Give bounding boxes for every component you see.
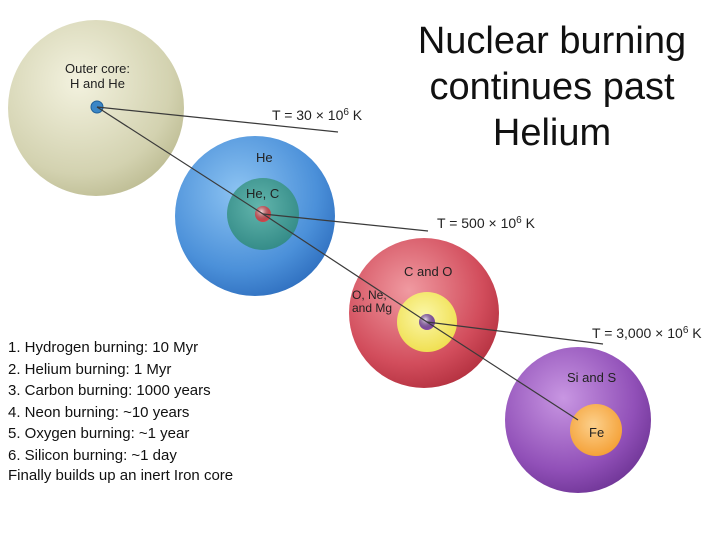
slide-title: Nuclear burning continues past Helium	[417, 20, 687, 154]
burning-stage-carbon: 3. Carbon burning: 1000 years	[8, 382, 211, 399]
star-3-inner-label-line2: and Mg	[352, 301, 393, 315]
temperature-label-1: $T = 30 \times 10^6$ K	[272, 106, 363, 123]
star-2-inner-label: He, C	[246, 186, 280, 201]
star-3-inner-label	[352, 288, 392, 315]
burning-stage-helium: 2. Helium burning: 1 Myr	[8, 360, 172, 378]
temperature-label-2: $T = 500 \times 10^6$ K	[437, 214, 535, 231]
star-4-outer-label: Si and S	[567, 370, 617, 385]
burning-stage-silicon: 6. Silicon burning: ~1 day	[8, 446, 177, 464]
star-1-outer-label: Outer core:	[65, 61, 131, 76]
burning-stages-list	[8, 337, 278, 466]
star-3-outer-label: C and O	[404, 264, 453, 279]
iron-core-note: Finally builds up an inert Iron core	[8, 467, 234, 484]
star-3	[349, 238, 499, 388]
star-2-outer-label: He	[256, 150, 273, 165]
star-3-inner-label-line1: O, Ne,	[352, 288, 387, 302]
burning-stage-hydrogen: 1. Hydrogen burning: 10 Myr	[8, 339, 199, 356]
star-1-outer-label-line2: H and He	[70, 76, 125, 91]
burning-stage-oxygen: 5. Oxygen burning: ~1 year	[8, 425, 190, 442]
temperature-label-3: $T = 3,000 \times 10^6$ K	[592, 324, 702, 341]
star-1	[8, 20, 184, 196]
star-2	[175, 136, 335, 296]
burning-stage-neon: 4. Neon burning: ~10 years	[8, 403, 190, 421]
star-4-inner-label: Fe	[589, 425, 605, 440]
